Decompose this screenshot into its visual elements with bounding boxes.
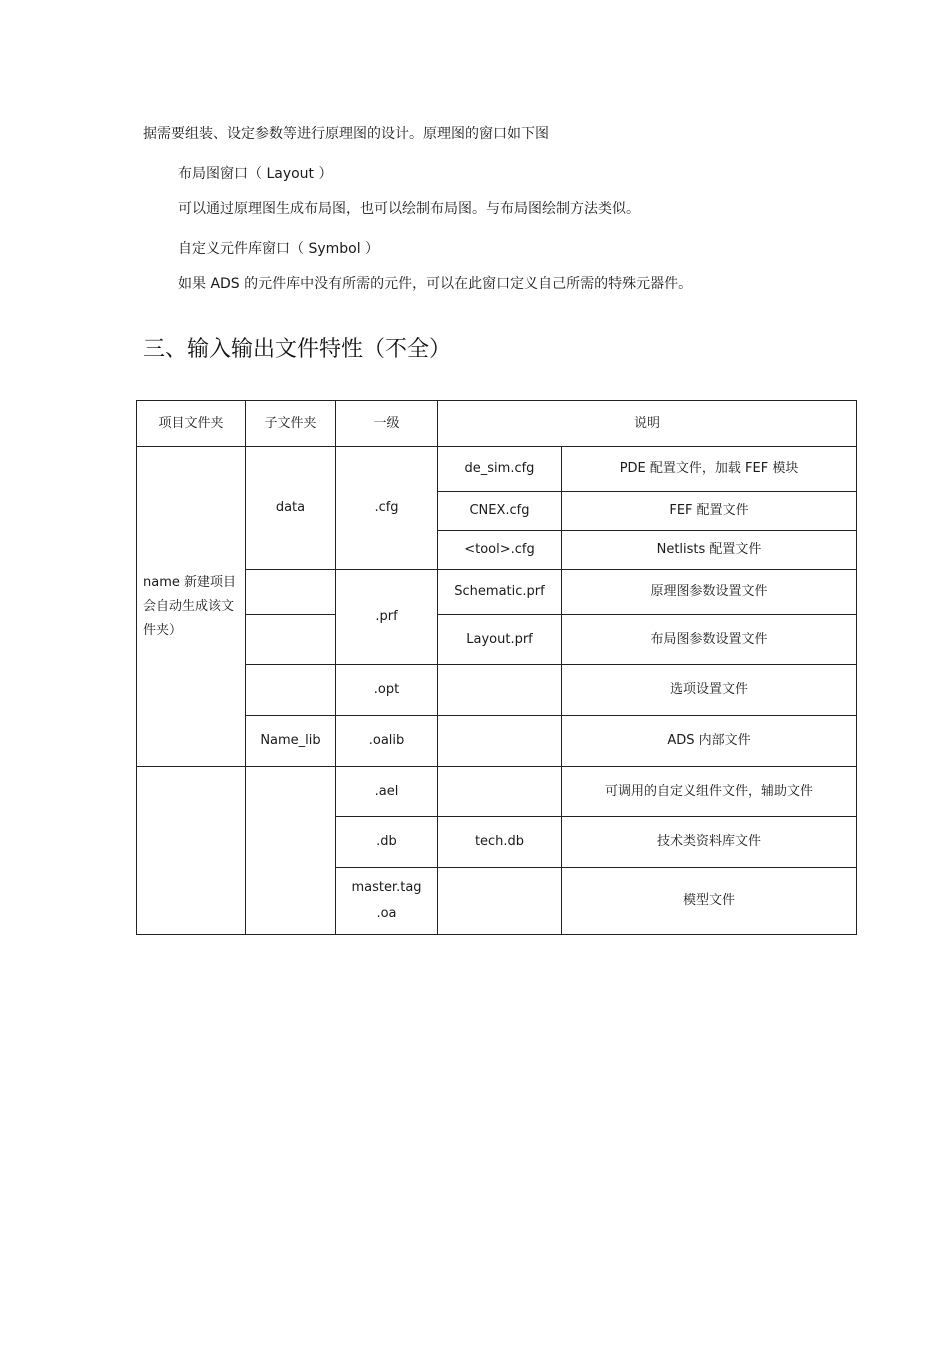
master-ext-text: master.tag .oa — [351, 880, 422, 921]
empty-file-cell — [438, 716, 562, 767]
prf-file-2: Layout.prf — [438, 615, 562, 665]
header-subfolder: 子文件夹 — [246, 401, 336, 447]
layout-window-description: 可以通过原理图生成布局图，也可以绘制布局图。与布局图绘制方法类似。 — [178, 201, 640, 217]
db-file-cell: tech.db — [438, 817, 562, 868]
project-folder-cell — [137, 447, 246, 767]
prf-ext-cell: .prf — [336, 570, 438, 665]
cfg-desc-1: PDE 配置文件，加载 FEF 模块 — [562, 447, 857, 492]
header-project-folder: 项目文件夹 — [137, 401, 246, 447]
prf-file-1: Schematic.prf — [438, 570, 562, 615]
symbol-window-heading: 自定义元件库窗口（ Symbol ） — [178, 241, 380, 257]
table-row — [137, 767, 857, 817]
prf-desc-1: 原理图参数设置文件 — [562, 570, 857, 615]
prf-desc-2: 布局图参数设置文件 — [562, 615, 857, 665]
cfg-desc-2: FEF 配置文件 — [562, 492, 857, 531]
empty-file-cell — [438, 868, 562, 935]
ael-desc-cell: 可调用的自定义组件文件，辅助文件 — [562, 767, 857, 817]
empty-file-cell — [438, 767, 562, 817]
db-ext-cell: .db — [336, 817, 438, 868]
empty-subfolder-cell — [246, 665, 336, 716]
db-desc-cell: 技术类资料库文件 — [562, 817, 857, 868]
empty-subfolder-cell — [246, 767, 336, 935]
intro-line-1: 据需要组装、设定参数等进行原理图的设计。原理图的窗口如下图 — [143, 126, 549, 142]
opt-ext-cell: .opt — [336, 665, 438, 716]
empty-subfolder-cell — [246, 570, 336, 615]
lib-folder-cell: Name_lib — [246, 716, 336, 767]
header-description: 说明 — [438, 401, 857, 447]
cfg-desc-3: Netlists 配置文件 — [562, 531, 857, 570]
master-desc-cell: 模型文件 — [562, 868, 857, 935]
file-properties-table — [136, 400, 857, 935]
header-level-one: 一级 — [336, 401, 438, 447]
data-folder-cell: data — [246, 447, 336, 570]
symbol-window-description: 如果 ADS 的元件库中没有所需的元件，可以在此窗口定义自己所需的特殊元器件。 — [178, 276, 693, 292]
project-folder-text: name 新建项目会自动生成该文件夹） — [143, 574, 236, 638]
empty-subfolder-cell — [246, 615, 336, 665]
oalib-desc-cell: ADS 内部文件 — [562, 716, 857, 767]
layout-window-heading: 布局图窗口（ Layout ） — [178, 166, 333, 182]
cfg-file-2: CNEX.cfg — [438, 492, 562, 531]
ael-ext-cell: .ael — [336, 767, 438, 817]
oalib-ext-cell: .oalib — [336, 716, 438, 767]
opt-desc-cell: 选项设置文件 — [562, 665, 857, 716]
cfg-file-1: de_sim.cfg — [438, 447, 562, 492]
table-row — [137, 447, 857, 492]
master-ext-cell — [336, 868, 438, 935]
table-header-row — [137, 401, 857, 447]
empty-file-cell — [438, 665, 562, 716]
cfg-ext-cell: .cfg — [336, 447, 438, 570]
cfg-file-3: <tool>.cfg — [438, 531, 562, 570]
section-title: 三、输入输出文件特性（不全） — [143, 337, 452, 362]
empty-project-cell — [137, 767, 246, 935]
